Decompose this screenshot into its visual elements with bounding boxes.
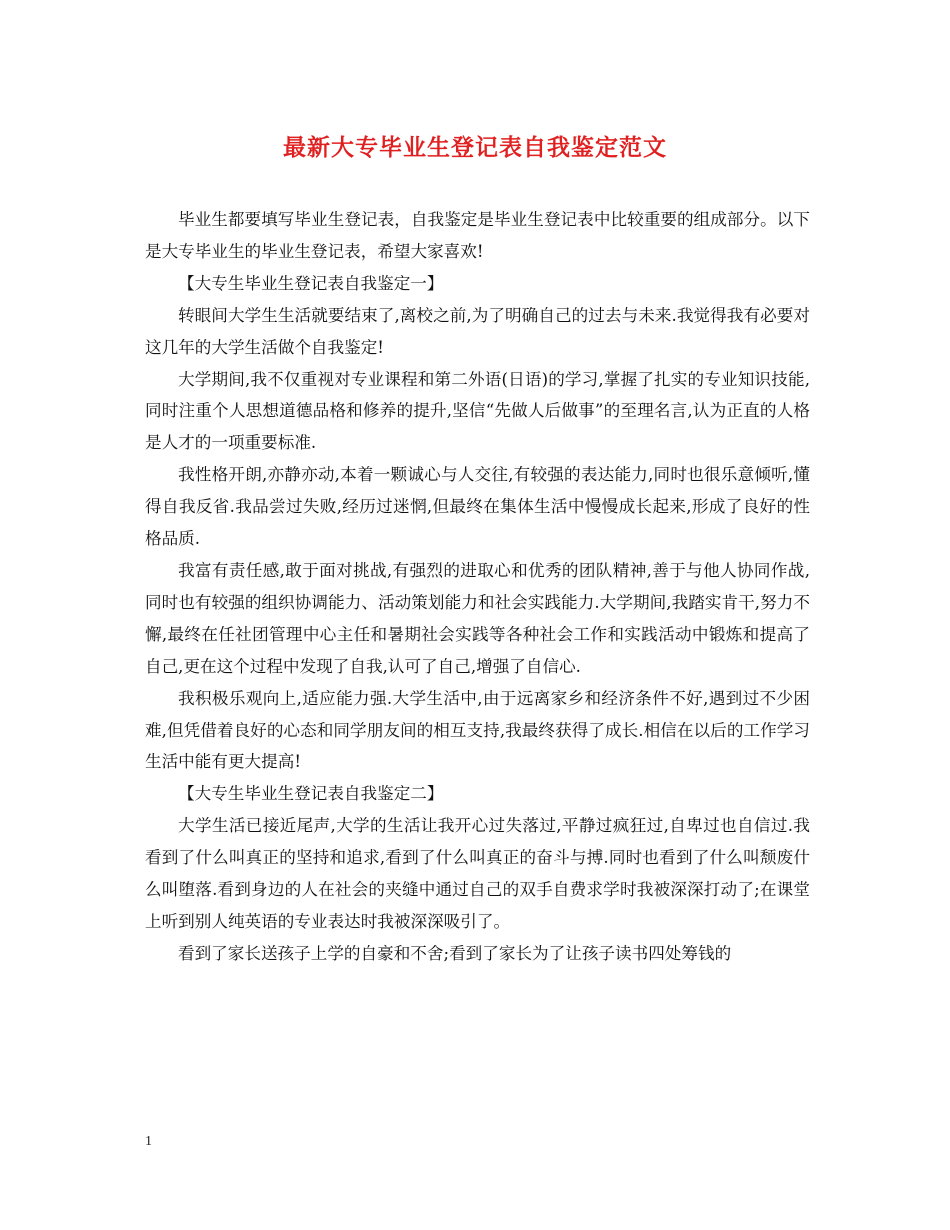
section-heading-2: 【大专生毕业生登记表自我鉴定二】 <box>178 784 444 804</box>
body-paragraph: 我积极乐观向上,适应能力强.大学生活中,由于远离家乡和经济条件不好,遇到过不少困难,但凭借着良好的心态和同学朋友间的相互支持,我最终获得了成长.相信在以后的工作学习生活中能有更大提高! <box>145 688 810 772</box>
body-paragraph: 看到了家长送孩子上学的自豪和不舍;看到了家长为了让孩子读书四处筹钱的 <box>178 943 732 963</box>
body-paragraph: 我性格开朗,亦静亦动,本着一颗诚心与人交往,有较强的表达能力,同时也很乐意倾听,懂得自我反省.我品尝过失败,经历过迷惘,但最终在集体生活中慢慢成长起来,形成了良好的性格品质. <box>145 465 810 549</box>
intro-paragraph: 毕业生都要填写毕业生登记表，自我鉴定是毕业生登记表中比较重要的组成部分。以下是大专毕业生的毕业生登记表，希望大家喜欢! <box>145 210 810 261</box>
body-paragraph: 大学生活已接近尾声,大学的生活让我开心过失落过,平静过疯狂过,自卑过也自信过.我看到了什么叫真正的坚持和追求,看到了什么叫真正的奋斗与搏.同时也看到了什么叫颓废什么叫堕落.看到身边的人在社会的夹缝中通过自己的双手自费求学时我被深深打动了;在课堂上听到别人纯英语的专业表达时我被深深吸引了。 <box>145 816 810 931</box>
body-paragraph: 大学期间,我不仅重视对专业课程和第二外语(日语)的学习,掌握了扎实的专业知识技能,同时注重个人思想道德品格和修养的提升,坚信“先做人后做事”的至理名言,认为正直的人格是人才的一项重要标准. <box>145 369 810 453</box>
page-number: 1 <box>145 1134 152 1149</box>
section-heading-1: 【大专生毕业生登记表自我鉴定一】 <box>178 273 444 293</box>
body-paragraph: 转眼间大学生生活就要结束了,离校之前,为了明确自己的过去与未来.我觉得我有必要对这几年的大学生活做个自我鉴定! <box>145 305 810 357</box>
document-body <box>145 204 810 970</box>
body-paragraph: 我富有责任感,敢于面对挑战,有强烈的进取心和优秀的团队精神,善于与他人协同作战,同时也有较强的组织协调能力、活动策划能力和社会实践能力.大学期间,我踏实肯干,努力不懈,最终在任社团管理中心主任和暑期社会实践等各种社会工作和实践活动中锻炼和提高了自己,更在这个过程中发现了自我,认可了自己,增强了自信心. <box>145 560 810 676</box>
document-title: 最新大专毕业生登记表自我鉴定范文 <box>283 134 667 161</box>
